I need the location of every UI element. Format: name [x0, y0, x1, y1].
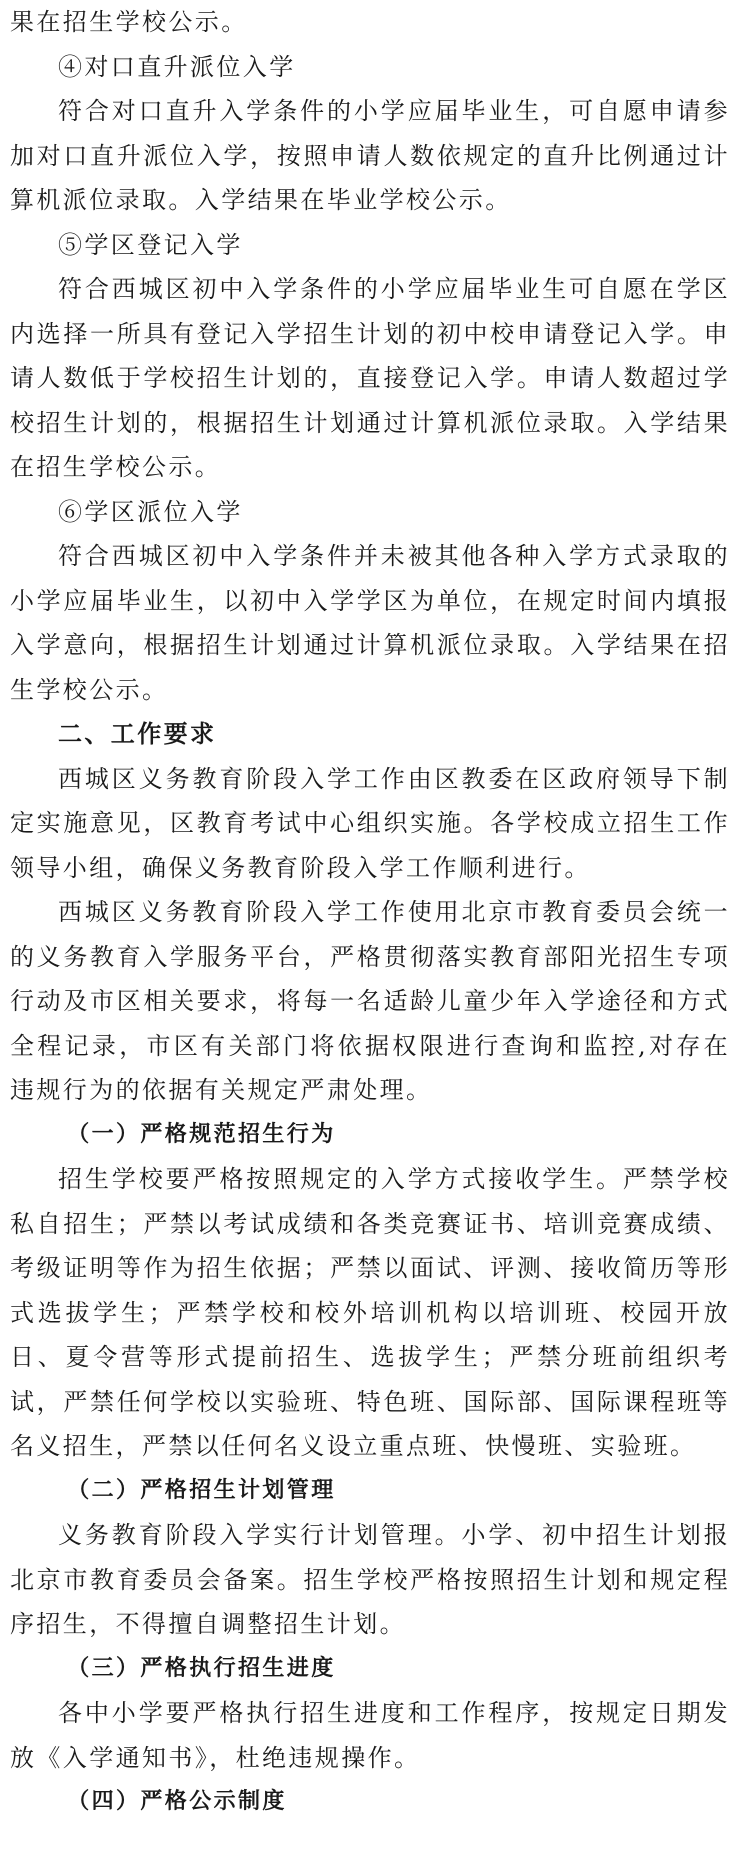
- paragraph-item-6: 符合西城区初中入学条件并未被其他各种入学方式录取的小学应届毕业生，以初中入学学区为单位，在规定时间内填报入学意向，根据招生计划通过计算机派位录取。入学结果在招生学校公示。: [10, 542, 730, 704]
- paragraph-item-4: 符合对口直升入学条件的小学应届毕业生，可自愿申请参加对口直升派位入学，按照申请人数依规定的直升比例通过计算机派位录取。入学结果在毕业学校公示。: [10, 97, 730, 214]
- paragraph-section2-b: 西城区义务教育阶段入学工作使用北京市教育委员会统一的义务教育入学服务平台，严格贯彻落实教育部阳光招生专项行动及市区相关要求，将每一名适龄儿童少年入学途径和方式全程记录，市区有关部门将依据权限进行查询和监控,对存在违规行为的依据有关规定严肃处理。: [10, 898, 730, 1104]
- paragraph-sub-3: 各中小学要严格执行招生进度和工作程序，按规定日期发放《入学通知书》，杜绝违规操作。: [10, 1699, 730, 1772]
- paragraph-sub-2: 义务教育阶段入学实行计划管理。小学、初中招生计划报北京市教育委员会备案。招生学校严格按照招生计划和规定程序招生，不得擅自调整招生计划。: [10, 1521, 730, 1638]
- subheading-4: （四）严格公示制度: [67, 1789, 287, 1814]
- subheading-3: （三）严格执行招生进度: [67, 1655, 336, 1681]
- subheading-1: （一）严格规范招生行为: [67, 1121, 336, 1147]
- item-heading-5: ⑤学区登记入学: [58, 230, 243, 259]
- paragraph-sub-1: 招生学校要严格按照规定的入学方式接收学生。严禁学校私自招生；严禁以考试成绩和各类竞赛证书、培训竞赛成绩、考级证明等作为招生依据；严禁以面试、评测、接收简历等形式选拔学生；严禁学校和校外培训机构以培训班、校园开放日、夏令营等形式提前招生、选拔学生；严禁分班前组织考试，严禁任何学校以实验班、特色班、国际部、国际课程班等名义招生，严禁以任何名义设立重点班、快慢班、实验班。: [10, 1165, 730, 1460]
- paragraph-section2-a: 西城区义务教育阶段入学工作由区教委在区政府领导下制定实施意见，区教育考试中心组织实施。各学校成立招生工作领导小组，确保义务教育阶段入学工作顺利进行。: [10, 764, 730, 882]
- item-heading-4: ④对口直升派位入学: [58, 52, 296, 81]
- subheading-2: （二）严格招生计划管理: [67, 1477, 336, 1503]
- section-heading-work-requirements: 二、工作要求: [58, 720, 217, 748]
- item-heading-6: ⑥学区派位入学: [58, 497, 243, 526]
- paragraph-continuation: 果在招生学校公示。: [10, 8, 248, 36]
- paragraph-item-5: 符合西城区初中入学条件的小学应届毕业生可自愿在学区内选择一所具有登记入学招生计划的初中校申请登记入学。申请人数低于学校招生计划的，直接登记入学。申请人数超过学校招生计划的，根据招生计划通过计算机派位录取。入学结果在招生学校公示。: [10, 275, 730, 481]
